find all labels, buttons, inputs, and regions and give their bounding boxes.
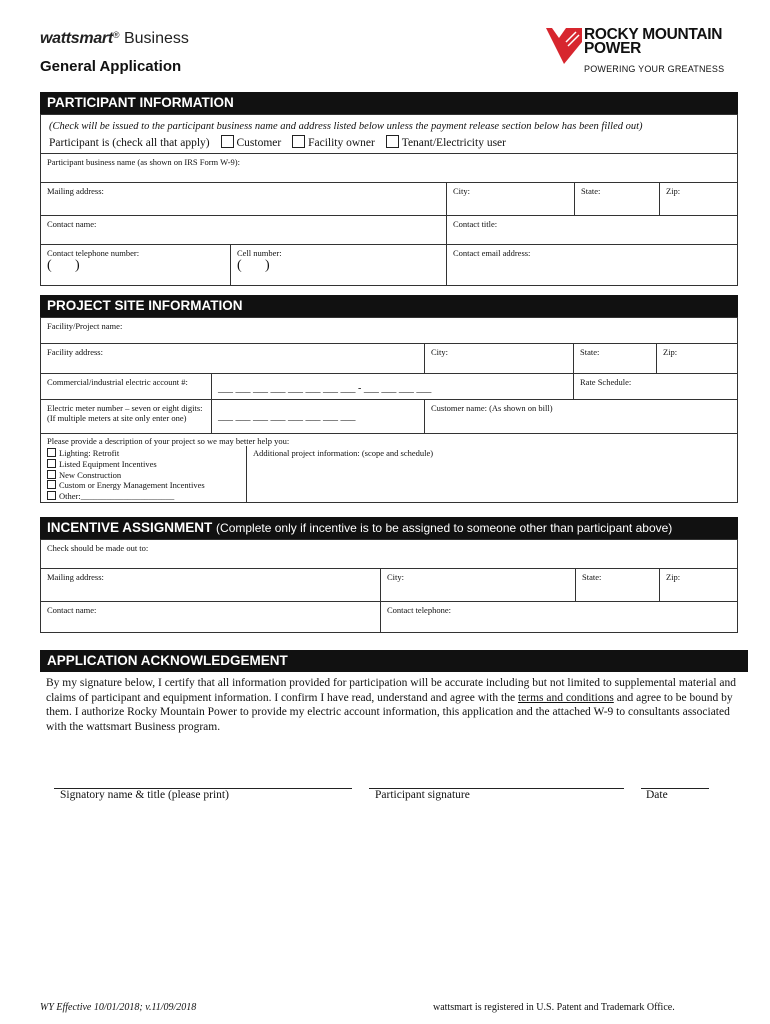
description-divider xyxy=(246,446,247,503)
facility-owner-option-label: Facility owner xyxy=(308,137,375,149)
participant-type-box xyxy=(40,114,738,154)
incentive-contact-name-field[interactable] xyxy=(40,601,381,633)
participant-email-field[interactable] xyxy=(446,244,738,286)
business-name-field[interactable] xyxy=(40,153,738,183)
category-other-item[interactable] xyxy=(47,491,205,502)
logo-tagline: POWERING YOUR GREATNESS xyxy=(584,64,725,74)
category-custom-item[interactable] xyxy=(47,480,205,491)
customer-name-field[interactable] xyxy=(424,399,738,434)
acknowledgement-section-heading: APPLICATION ACKNOWLEDGEMENT xyxy=(40,650,748,672)
category-listed-label: Listed Equipment Incentives xyxy=(59,458,157,469)
facility-zip-field[interactable] xyxy=(656,343,738,374)
incentive-state-field[interactable] xyxy=(575,568,660,602)
account-number-field[interactable] xyxy=(211,373,574,400)
facility-owner-checkbox[interactable] xyxy=(292,135,305,148)
custom-checkbox[interactable] xyxy=(47,480,56,489)
footer-version: WY Effective 10/01/2018; v.11/09/2018 xyxy=(40,1002,197,1013)
rocky-mountain-power-logo xyxy=(546,28,738,78)
tenant-option-label: Tenant/Electricity user xyxy=(401,137,506,149)
logo-line1: ROCKY MOUNTAIN xyxy=(584,26,723,43)
participant-contact-title-label: Contact title: xyxy=(453,219,498,229)
project-section-heading: PROJECT SITE INFORMATION xyxy=(40,295,738,317)
participant-contact-name-field[interactable] xyxy=(40,215,447,245)
meter-number-blanks: ___ ___ ___ ___ ___ ___ ___ ___ xyxy=(218,411,356,422)
participant-contact-title-field[interactable] xyxy=(446,215,738,245)
facility-zip-label: Zip: xyxy=(663,347,678,357)
facility-city-label: City: xyxy=(431,347,449,357)
incentive-section-heading xyxy=(40,517,738,539)
facility-city-field[interactable] xyxy=(424,343,574,374)
participant-section-heading: PARTICIPANT INFORMATION xyxy=(40,92,738,114)
category-custom-label: Custom or Energy Management Incentives xyxy=(59,480,205,491)
brand-prefix: wattsmart xyxy=(40,30,113,47)
participant-type-row xyxy=(49,135,506,149)
account-label-cell xyxy=(40,373,212,400)
participant-cell-label: Cell number: xyxy=(237,248,282,258)
rate-schedule-label: Rate Schedule: xyxy=(580,377,632,387)
account-label: Commercial/industrial electric account #: xyxy=(47,377,188,387)
incentive-zip-field[interactable] xyxy=(659,568,738,602)
facility-name-field[interactable] xyxy=(40,317,738,344)
incentive-zip-label: Zip: xyxy=(666,572,681,582)
brand-suffix: Business xyxy=(123,30,189,47)
incentive-contact-phone-field[interactable] xyxy=(380,601,738,633)
date-label: Date xyxy=(646,789,668,801)
incentive-mailing-label: Mailing address: xyxy=(47,572,104,582)
form-title: General Application xyxy=(40,58,182,75)
signatory-name-label: Signatory name & title (please print) xyxy=(60,789,229,801)
category-other-label: Other:______________________ xyxy=(59,491,175,502)
cell-paren-open: ( xyxy=(237,258,242,273)
participant-signature-label: Participant signature xyxy=(375,789,470,801)
participant-zip-label: Zip: xyxy=(666,186,681,196)
customer-checkbox[interactable] xyxy=(221,135,234,148)
meter-label-cell xyxy=(40,399,212,434)
meter-label: Electric meter number – seven or eight digits: (If multiple meters at site only enter one) xyxy=(47,403,203,423)
incentive-contact-phone-label: Contact telephone: xyxy=(387,605,451,615)
facility-name-label: Facility/Project name: xyxy=(47,321,123,331)
participant-note: (Check will be issued to the participant business name and address listed below unless the payment release section below has been filled out) xyxy=(49,121,643,132)
facility-state-label: State: xyxy=(580,347,600,357)
facility-address-field[interactable] xyxy=(40,343,425,374)
participant-email-label: Contact email address: xyxy=(453,248,531,258)
participant-phone-field[interactable] xyxy=(40,244,231,286)
category-lighting-item[interactable] xyxy=(47,448,205,459)
category-listed-item[interactable] xyxy=(47,459,205,470)
participant-cell-field[interactable] xyxy=(230,244,447,286)
participant-zip-field[interactable] xyxy=(659,182,738,216)
account-number-blanks: ___ ___ ___ ___ ___ ___ ___ ___ - ___ ___ ___ ___ xyxy=(218,383,432,394)
description-prompt: Please provide a description of your project so we may better help you: xyxy=(47,436,290,446)
participant-mailing-label: Mailing address: xyxy=(47,186,104,196)
meter-number-field[interactable] xyxy=(211,399,425,434)
new-construction-checkbox[interactable] xyxy=(47,470,56,479)
business-name-label: Participant business name (as shown on IRS Form W-9): xyxy=(47,157,240,167)
tenant-checkbox[interactable] xyxy=(386,135,399,148)
brand-name: wattsmart® Business xyxy=(40,30,189,47)
listed-equipment-checkbox[interactable] xyxy=(47,459,56,468)
participant-city-label: City: xyxy=(453,186,471,196)
incentive-heading: INCENTIVE ASSIGNMENT xyxy=(47,520,213,535)
facility-state-field[interactable] xyxy=(573,343,657,374)
participant-contact-name-label: Contact name: xyxy=(47,219,97,229)
facility-address-label: Facility address: xyxy=(47,347,103,357)
rate-schedule-field[interactable] xyxy=(573,373,738,400)
terms-conditions-link[interactable]: terms and conditions xyxy=(517,691,614,704)
project-description-box xyxy=(40,433,738,503)
acknowledgement-text xyxy=(46,676,741,734)
customer-name-label: Customer name: (As shown on bill) xyxy=(431,403,553,413)
other-checkbox[interactable] xyxy=(47,491,56,500)
ack-text-after: and agree to be bound by them. I authorize Rocky Mountain Power to provide my electric account information, this application and the attached W-9 to consultants associated with the wattsmart Business program. xyxy=(46,691,733,733)
participant-state-field[interactable] xyxy=(574,182,660,216)
incentive-city-field[interactable] xyxy=(380,568,576,602)
participant-state-label: State: xyxy=(581,186,601,196)
customer-option-label: Customer xyxy=(236,137,282,149)
incentive-contact-name-label: Contact name: xyxy=(47,605,97,615)
check-payable-field[interactable] xyxy=(40,539,738,569)
lighting-checkbox[interactable] xyxy=(47,448,56,457)
logo-line2: POWER xyxy=(584,40,642,57)
check-payable-label: Check should be made out to: xyxy=(47,543,149,553)
incentive-city-label: City: xyxy=(387,572,405,582)
participant-phone-label: Contact telephone number: xyxy=(47,248,140,258)
incentive-state-label: State: xyxy=(582,572,602,582)
category-new-construction-label: New Construction xyxy=(59,469,122,480)
cell-paren-close: ) xyxy=(265,258,270,273)
participant-city-field[interactable] xyxy=(446,182,575,216)
phone-paren-close: ) xyxy=(75,258,80,273)
footer-trademark: wattsmart is registered in U.S. Patent and Trademark Office. xyxy=(433,1002,675,1013)
ack-text-before: By my signature below, I certify that all information provided for participation will be accurate including but not limited to supplemental material and claims of participant and equipment information. I confirm I have read, understand and agree with the xyxy=(46,677,737,704)
category-new-construction-item[interactable] xyxy=(47,470,205,481)
logo-mark-icon xyxy=(546,28,582,64)
project-category-list xyxy=(47,448,205,502)
phone-paren-open: ( xyxy=(47,258,52,273)
participant-mailing-field[interactable] xyxy=(40,182,447,216)
category-lighting-label: Lighting: Retrofit xyxy=(59,448,120,458)
incentive-mailing-field[interactable] xyxy=(40,568,381,602)
additional-info-label[interactable]: Additional project information: (scope and schedule) xyxy=(253,448,434,458)
participant-type-label: Participant is (check all that apply) xyxy=(49,137,210,149)
incentive-heading-sub: (Complete only if incentive is to be assigned to someone other than participant above) xyxy=(216,521,673,535)
